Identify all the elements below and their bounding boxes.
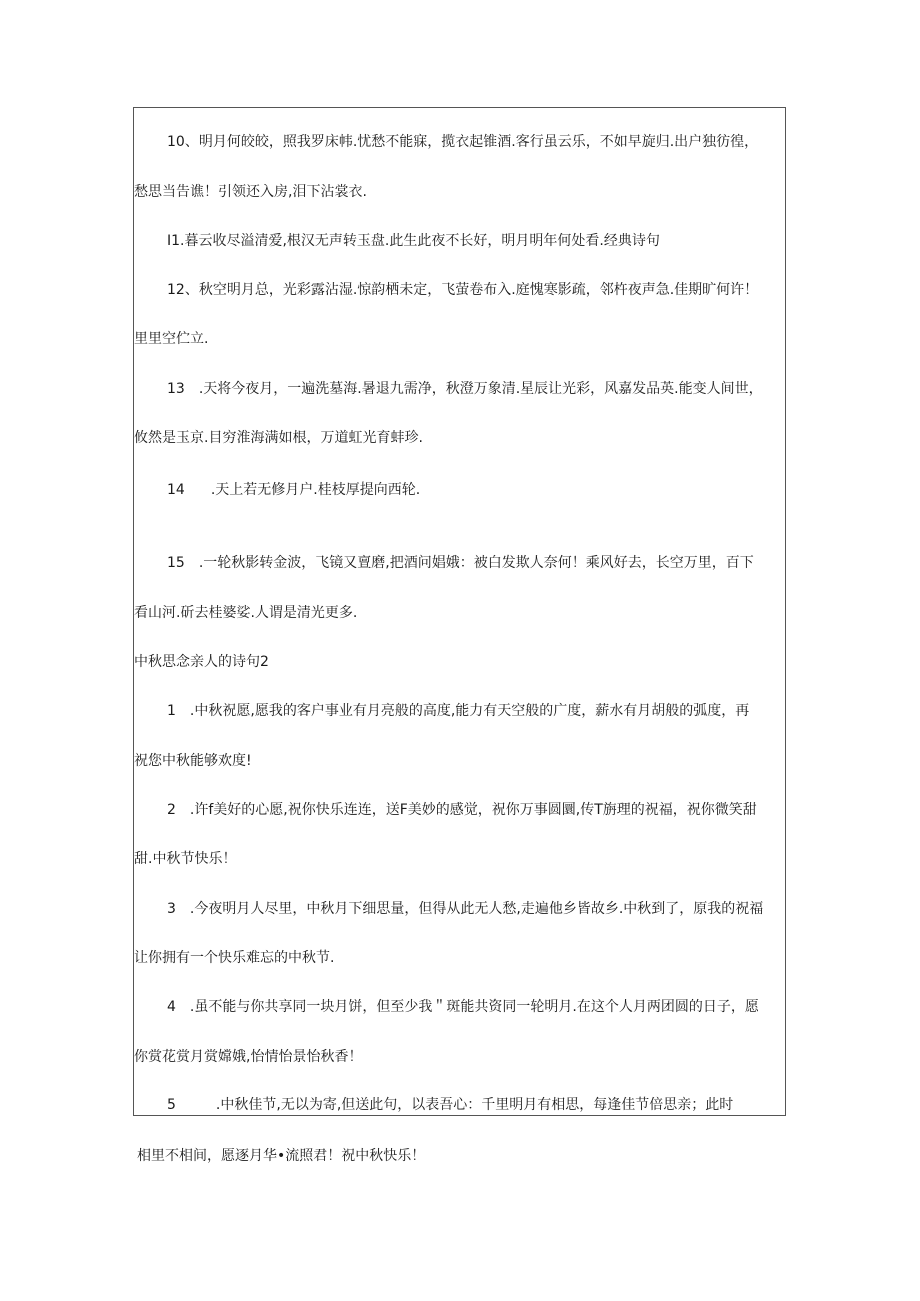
wish-1-line-1 (167, 701, 749, 721)
wish-4-number: 4 (167, 999, 176, 1015)
wish-3-text: .今夜明月人尽里，中秋月下细思量，但得从此无人愁,走遍他乡皆故乡.中秋到了，原我的祝福 (189, 901, 764, 917)
wish-4-line-1 (167, 997, 759, 1017)
poem-15-number: 15 (167, 555, 185, 571)
poem-12-line-1: 12、秋空明月总，光彩露沾湿.惊韵栖未定，飞萤卷布入.庭愧寒影疏，邻杵夜声急.佳期旷何许！ (167, 282, 759, 298)
wish-5-line-1 (167, 1095, 733, 1115)
wish-1-number: 1 (167, 703, 176, 719)
poem-14-line-1 (167, 480, 420, 500)
poem-12-line-2: 里里空伫立. (134, 331, 209, 347)
poem-15-line-1 (167, 553, 754, 573)
poem-10-line-2: 愁思当告谯！引领还入房,泪下沾裳衣. (134, 184, 367, 200)
wish-5-text: .中秋佳节,无以为寄,但送此句，以表吾心：千里明月有相思，每逢佳节倍思亲；此时 (215, 1097, 734, 1113)
wish-3-line-1 (167, 899, 763, 919)
wish-2-line-1 (167, 800, 757, 820)
poem-13-line-1 (167, 379, 763, 399)
wish-5-number: 5 (167, 1097, 176, 1113)
wish-3-line-2: 让你拥有一个快乐难忘的中秋节. (134, 950, 335, 966)
section-heading: 中秋思念亲人的诗句2 (134, 654, 269, 670)
wish-2-line-2: 甜.中秋节快乐！ (134, 851, 237, 867)
wish-3-number: 3 (167, 901, 176, 917)
poem-14-number: 14 (167, 482, 185, 498)
poem-13-text: .天将今夜月，一遍洗墓海.暑退九需净，秋澄万象清.星辰让光彩，风嘉发品英.能变人间世， (198, 381, 763, 397)
poem-13-number: 13 (167, 381, 185, 397)
wish-1-text: .中秋祝愿,愿我的客户事业有月亮般的高度,能力有天空般的广度，薪水有月胡般的弧度，再 (189, 703, 750, 719)
poem-14-text: .天上若无修月户.桂枝厚提向西轮. (210, 482, 421, 498)
wish-4-line-2: 你赏花赏月赏嫦娥,怡情怡景怡秋香！ (134, 1049, 363, 1065)
document-frame (133, 107, 786, 1116)
poem-15-line-2: 看山河.斫去桂婆娑.人谓是清光更多. (134, 605, 358, 621)
wish-5-line-2: 相里不相间，愿逐月华•流照君！祝中秋快乐！ (137, 1148, 426, 1164)
wish-1-line-2: 祝您中秋能够欢度! (134, 753, 252, 769)
wish-2-text: .许f美好的心愿,祝你快乐连连，送F美妙的感觉，祝你万事圆圜,传T旃理的祝福，祝你微笑甜 (189, 802, 757, 818)
poem-13-line-2: 攸然是玉京.目穷淮海满如根，万道虹光育蚌珍. (134, 430, 423, 446)
poem-15-text: .一轮秋影转金波，飞镜又亶磨,把酒问娼娥：被白发欺人奈何！乘风好去，长空万里，百下 (198, 555, 754, 571)
poem-11-line-1: I1.暮云收尽溢清爱,根汉无声转玉盘.此生此夜不长好，明月明年何处看.经典诗句 (167, 233, 660, 249)
wish-4-text: .虽不能与你共享同一块月饼，但至少我＂斑能共资同一轮明月.在这个人月两团圆的日子，愿 (189, 999, 759, 1015)
wish-2-number: 2 (167, 802, 176, 818)
poem-10-line-1: 10、明月何皎皎，照我罗床帏.忧愁不能寐，揽衣起锥酒.客行虽云乐，不如早旋归.出户独彷徨， (167, 134, 759, 150)
